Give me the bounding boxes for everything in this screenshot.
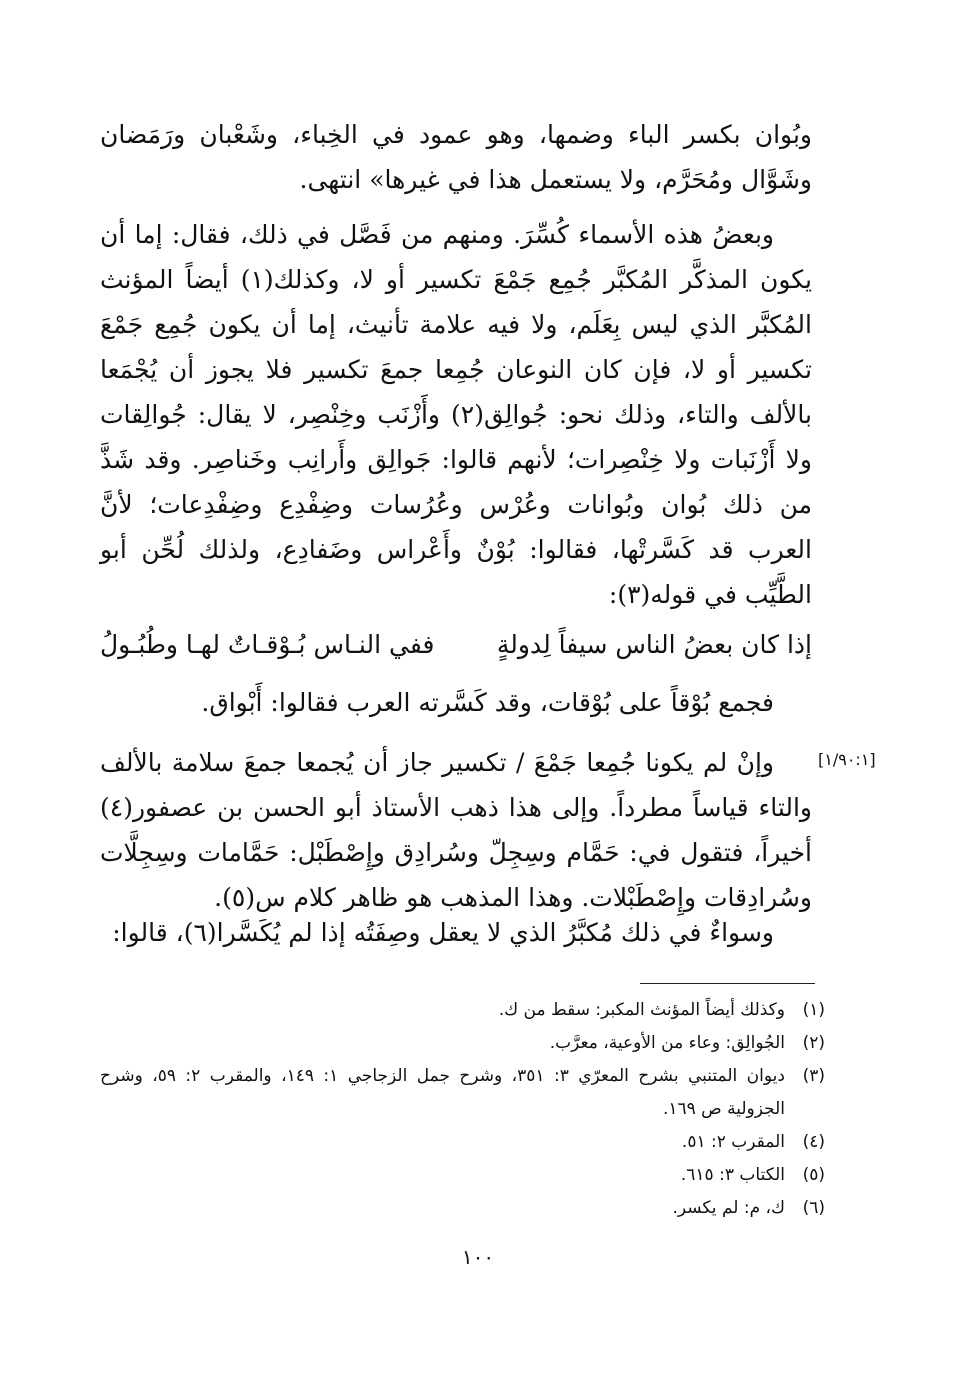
footnote-number: (٤) xyxy=(802,1132,825,1152)
footnote-text: الجُوالِق: وعاء من الأوعية، معرَّب. xyxy=(549,1033,785,1053)
paragraph-4 xyxy=(100,740,812,920)
footnote-number: (٦) xyxy=(802,1198,825,1218)
footnote-text: المقرب ٢: ٥١. xyxy=(681,1132,785,1152)
footnote-number: (٥) xyxy=(802,1165,825,1185)
paragraph-1 xyxy=(100,112,812,202)
verse-hemistich-2: ففي النـاس بُـوْقـاتٌ لهـا وطُبُـولُ xyxy=(100,630,435,659)
paragraph-5-text: وسواءٌ في ذلك مُكبَّرُ الذي لا يعقل وصِفَتُه إذا لم يُكَسَّرا(٦)، قالوا: xyxy=(112,918,774,947)
footnote-text: وكذلك أيضاً المؤنث المكبر: سقط من ك. xyxy=(498,1000,785,1020)
paragraph-4-text: وإنْ لم يكونا جُمِعا جَمْعَ / تكسير جاز أن يُجمعا جمعَ سلامة بالألف والتاء قياساً مطرداً. وإلى هذا ذهب الأستاذ أبو الحسن بن عصفور(٤) أخيراً، فتقول في: حَمَّام وسِجِلّ وسُرادِق وإِصْطَبْل: حَمَّامات وسِجِلَّات وسُرادِقات وإِصْطَبْلات. وهذا المذهب هو ظاهر كلام س(٥). xyxy=(100,748,812,912)
footnote-number: (٢) xyxy=(802,1033,825,1053)
footnotes xyxy=(100,994,825,1225)
footnote-separator xyxy=(640,983,815,984)
manuscript-reference: [١/٩٠:١] xyxy=(818,750,876,769)
footnote-1 xyxy=(100,994,825,1027)
footnote-4 xyxy=(100,1126,825,1159)
verse-hemistich-1: إذا كان بعضُ الناس سيفاً لِدولةٍ xyxy=(496,630,812,659)
poetry-verse xyxy=(100,622,812,672)
footnote-text: الكتاب ٣: ٦١٥. xyxy=(680,1165,785,1185)
footnote-2 xyxy=(100,1027,825,1060)
paragraph-2-text: وبعضُ هذه الأسماء كُسِّرَ. ومنهم من فَصَّل في ذلك، فقال: إما أن يكون المذكَّر المُكبَّر جُمِع جَمْعَ تكسير أو لا، وكذلك(١) أيضاً المؤنث المُكبَّر الذي ليس بِعَلَم، ولا فيه علامة تأنيث، إما أن يكون جُمِع جَمْعَ تكسير أو لا، فإن كان النوعان جُمِعا جمعَ تكسير فلا يجوز أن يُجْمَعا بالألف والتاء، وذلك نحو: جُوالِق(٢) وأَزْنَب وخِنْصِر، لا يقال: جُوالِقات ولا أَزْنَبات ولا خِنْصِرات؛ لأنهم قالوا: جَوالِق وأَرانِب وخَناصِر. وقد شَذَّ من ذلك بُوان وبُوانات وعُرْس وعُرُسات وضِفْدِع وضِفْدِعات؛ لأنَّ العرب قد كَسَّرتْها، فقالوا: بُوْنٌ وأَعْراس وضَفادِع، ولذلك لُحِّن أبو الطَّيِّب في قوله(٣): xyxy=(100,220,812,609)
footnote-number: (١) xyxy=(802,1000,825,1020)
footnote-6 xyxy=(100,1192,825,1225)
footnote-3 xyxy=(100,1060,825,1126)
page-number: ١٠٠ xyxy=(461,1245,495,1269)
footnote-5 xyxy=(100,1159,825,1192)
paragraph-3-text: فجمع بُوْقاً على بُوْقات، وقد كَسَّرته العرب فقالوا: أَبْواق. xyxy=(201,688,774,717)
paragraph-3 xyxy=(100,680,812,725)
footnote-text: ك، م: لم يكسر. xyxy=(672,1198,785,1218)
paragraph-5 xyxy=(100,910,812,955)
paragraph-1-text: وبُوان بكسر الباء وضمها، وهو عمود في الخِباء، وشَعْبان ورَمَضان وشَوَّال ومُحَرَّم، ولا يستعمل هذا في غيرها» انتهى. xyxy=(100,120,812,194)
footnote-text: ديوان المتنبي بشرح المعرّي ٣: ٣٥١، وشرح جمل الزجاجي ١: ١٤٩، والمقرب ٢: ٥٩، وشرح الجزولية ص ١٦٩. xyxy=(100,1066,785,1119)
footnote-number: (٣) xyxy=(802,1066,825,1086)
paragraph-2 xyxy=(100,212,812,617)
